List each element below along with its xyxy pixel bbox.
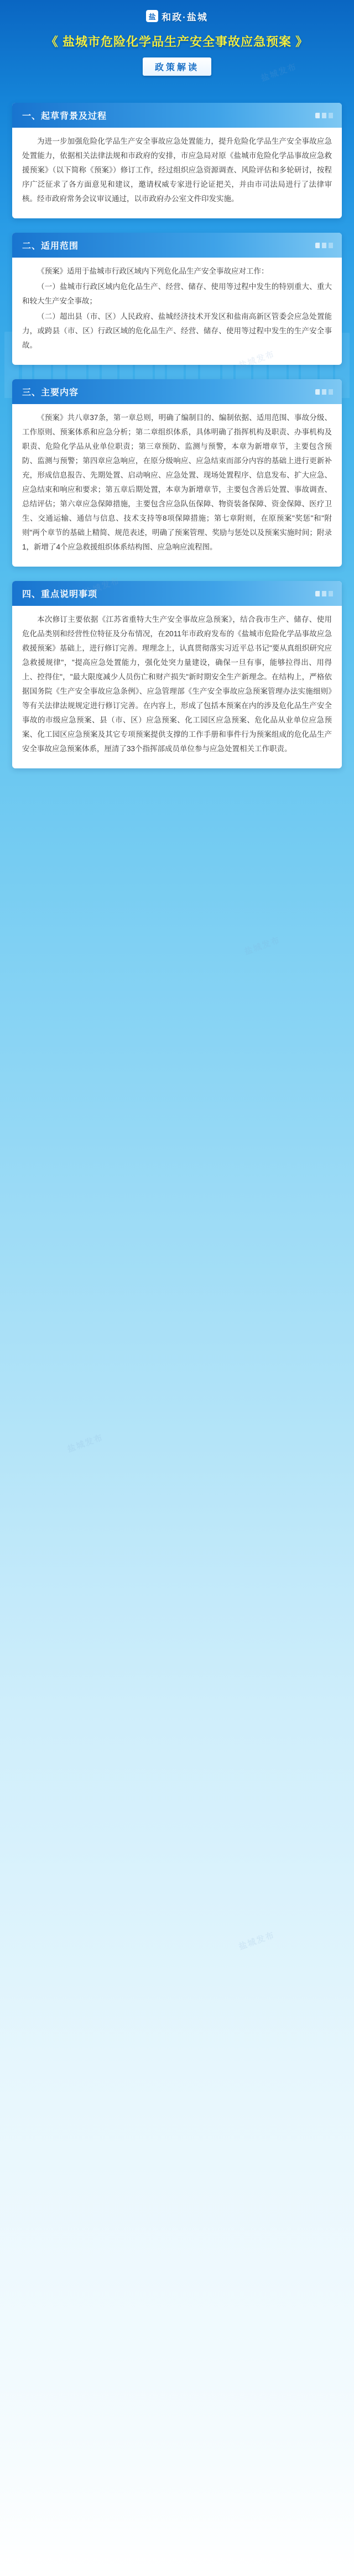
- logo-text: 和政·盐城: [162, 12, 208, 23]
- paragraph: 《预案》适用于盐城市行政区域内下列危化品生产安全事故应对工作：: [37, 267, 269, 275]
- section-heading-1: 一、起草背景及过程: [12, 103, 342, 128]
- paragraph: （一）盐城市行政区域内危化品生产、经营、储存、使用等过程中发生的特别重大、重大和较大生产安全事故；: [22, 282, 332, 305]
- section-card-3: [12, 379, 342, 567]
- site-logo: [0, 8, 354, 24]
- section-body-2: [12, 261, 342, 353]
- section-card-1: [12, 103, 342, 218]
- paragraph: 为进一步加强危险化学品生产安全事故应急处置能力，提升危险化学品生产安全事故应急处置能力，依据相关法律法规和市政府的安排，市应急局对原《盐城市危险化学品事故应急救援预案》（以下简称《预案》）修订工作，经过组织应急资源调查、风险评估和多轮研讨，按程序广泛征求了各方面意见和建议，邀请权威专家进行论证把关，并由市司法局进行了法律审核。经市政府常务会议审议通过，以市政府办公室文件印发实施。: [22, 137, 332, 203]
- footer-spacer: [0, 783, 354, 805]
- section-body-3: [12, 407, 342, 554]
- paragraph: 《预案》共八章37条，第一章总则，明确了编制目的、编制依据、适用范围、事故分级、工作原则、预案体系和应急分析；第二章组织体系，具体明确了指挥机构及职责、办事机构及职责、危险化学品从业单位职责；第三章预防、监测与预警，本章为新增章节，主要包含预防、监测与预警；第四章应急响应，在原分级响应、应急结束而部分内容的基础上进行更新补充，形成信息报告、先期处置、启动响应、应急处置、现场处置程序、信息发布、扩大应急、应急结束和响应和要求；第五章后期处置，本章为新增章节，主要包含善后处置、事故调查、总结评估；第六章应急保障措施，主要包含应急队伍保障、物资装备保障、资金保障、医疗卫生、交通运输、通信与信息、技术支持等8项保障措施；第七章附则，在原预案"奖惩"和"附则"两个章节的基础上精简、规范表述，明确了预案管理、奖励与惩处以及预案实施时间；附录1，新增了4个应急救援组织体系结构图、应急响应流程图。: [22, 413, 332, 551]
- page-title: 《 盐城市危险化学品生产安全事故应急预案 》: [45, 35, 309, 49]
- emblem-icon: 盐: [146, 10, 158, 22]
- watermark: 盐城发布: [259, 61, 299, 84]
- section-card-4: [12, 581, 342, 768]
- watermark: 盐城发布: [243, 935, 282, 957]
- watermark: 盐城发布: [237, 1930, 277, 1952]
- section-body-1: [12, 131, 342, 206]
- section-card-2: [12, 233, 342, 365]
- watermark: 盐城发布: [66, 1432, 105, 1455]
- paragraph: （二）超出县（市、区）人民政府、盐城经济技术开发区和盐南高新区管委会应急处置能力，或跨县（市、区）行政区域的危化品生产、经营、储存、使用等过程中发生的生产安全事故。: [22, 312, 332, 349]
- page-header: [0, 0, 354, 103]
- section-body-4: [12, 609, 342, 756]
- paragraph: 本次修订主要依据《江苏省重特大生产安全事故应急预案》，结合我市生产、储存、使用危化品类别和经营性位特征及分布情况，在2011年市政府发布的《盐城市危险化学品事故应急救援预案》基础上，进行修订完善。理理念上，认真贯彻落实习近平总书记"要从真组织研究应急救援规律"，"提高应急处置能力，强化处突力量建设，确保一旦有事，能够拉得出、用得上、控得住"，"最大限度减少人员伤亡和财产损失"新时期安全生产新理念。在结构上，严格依据国务院《生产安全事故应急条例》、应急管理部《生产安全事故应急预案管理办法实施细则》等有关法律法规规定进行修订完善。在内容上，形成了包括本预案在内的涉及危化品生产安全事故的市级应急预案、县（市、区）应急预案、化工园区应急预案、危化品从业单位应急预案、化工园区应急预案及其它专项预案提供支撑的工作手册和事件行为预案组成的危化品生产安全事故应急预案体系，厘清了33个指挥部成员单位参与应急处置相关工作职责。: [22, 615, 332, 753]
- title-block: [0, 33, 354, 76]
- subtitle-badge: 政策解读: [143, 57, 211, 76]
- section-heading-4: 四、重点说明事项: [12, 581, 342, 606]
- section-heading-3: 三、主要内容: [12, 379, 342, 404]
- section-heading-2: 二、适用范围: [12, 233, 342, 258]
